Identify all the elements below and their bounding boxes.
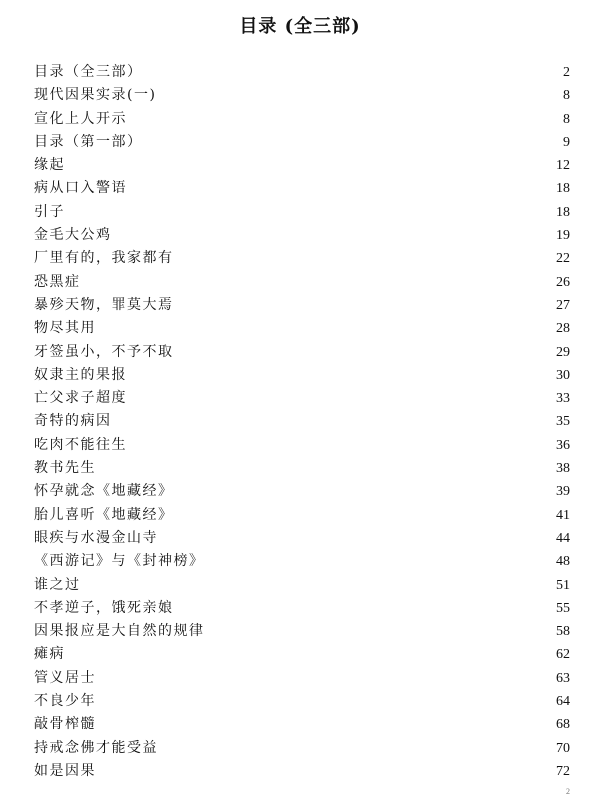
toc-entry-title: 胎儿喜听《地藏经》 [34,506,174,523]
toc-entry-page-number: 51 [556,577,570,593]
toc-entry[interactable] [34,504,570,527]
toc-entry-page-number: 48 [556,554,570,570]
toc-entry-title: 物尽其用 [34,320,96,337]
toc-entry[interactable] [34,457,570,480]
toc-entry-title: 怀孕就念《地藏经》 [34,483,174,500]
toc-entry-title: 因果报应是大自然的规律 [34,623,205,640]
toc-entry[interactable] [34,760,570,783]
toc-entry-title: 宣化上人开示 [34,110,127,127]
toc-entry[interactable] [34,131,570,154]
toc-entry-title: 目录（第一部） [34,133,143,150]
toc-entry[interactable] [34,527,570,550]
toc-entry[interactable] [34,364,570,387]
toc-entry[interactable] [34,667,570,690]
toc-entry-page-number: 63 [556,670,570,686]
toc-entry[interactable] [34,271,570,294]
toc-entry-page-number: 30 [556,367,570,383]
toc-entry-page-number: 38 [556,461,570,477]
toc-entry[interactable] [34,108,570,131]
toc-entry-page-number: 58 [556,624,570,640]
toc-entry-title: 牙签虽小，不予不取 [34,343,174,360]
toc-entry-page-number: 8 [563,111,570,127]
toc-entry[interactable] [34,643,570,666]
toc-entry-title: 不孝逆子，饿死亲娘 [34,599,174,616]
toc-entry-page-number: 68 [556,717,570,733]
toc-entry-page-number: 36 [556,437,570,453]
footer-page-number: 2 [566,787,570,796]
toc-entry-title: 吃肉不能往生 [34,436,127,453]
toc-entry[interactable] [34,410,570,433]
toc-entry-page-number: 70 [556,740,570,756]
toc-entry[interactable] [34,201,570,224]
toc-entry-page-number: 18 [556,181,570,197]
toc-entry-page-number: 28 [556,321,570,337]
toc-entry[interactable] [34,247,570,270]
toc-entry-page-number: 35 [556,414,570,430]
toc-entry-title: 谁之过 [34,576,81,593]
toc-entry-title: 如是因果 [34,762,96,779]
toc-entry-page-number: 72 [556,763,570,779]
toc-entry-page-number: 44 [556,530,570,546]
toc-entry[interactable] [34,387,570,410]
toc-entry[interactable] [34,620,570,643]
toc-entry-page-number: 41 [556,507,570,523]
toc-entry[interactable] [34,480,570,503]
toc-entry-title: 缘起 [34,157,65,174]
toc-entry[interactable] [34,317,570,340]
toc-entry[interactable] [34,154,570,177]
toc-entry-title: 厂里有的，我家都有 [34,250,174,267]
toc-entry[interactable] [34,574,570,597]
toc-entry-title: 眼疾与水漫金山寺 [34,529,158,546]
toc-entry-page-number: 2 [563,65,570,80]
toc-entry-title: 管义居士 [34,669,96,686]
toc-entry-page-number: 18 [556,204,570,220]
toc-entry-page-number: 26 [556,274,570,290]
toc-entry-page-number: 64 [556,694,570,710]
toc-entry-title: 目录（全三部） [34,64,143,80]
toc-entry[interactable] [34,61,570,84]
toc-entry-page-number: 27 [556,297,570,313]
toc-entry[interactable] [34,84,570,107]
toc-entry-title: 病从口入警语 [34,180,127,197]
toc-entry[interactable] [34,713,570,736]
toc-entry-page-number: 9 [563,134,570,150]
toc-entry[interactable] [34,341,570,364]
toc-entry-page-number: 39 [556,484,570,500]
toc-entry-title: 奇特的病因 [34,413,112,430]
toc-entry-title: 恐黑症 [34,273,81,290]
toc-entry[interactable] [34,177,570,200]
toc-entry-page-number: 12 [556,158,570,174]
toc-entry-page-number: 19 [556,228,570,244]
toc-entry-page-number: 29 [556,344,570,360]
toc-entry-title: 金毛大公鸡 [34,227,112,244]
page-title: 目录 (全三部) [239,16,361,37]
toc-entry[interactable] [34,737,570,760]
toc-entry-title: 引子 [34,203,65,220]
toc-entry-page-number: 62 [556,647,570,663]
toc-entry-page-number: 8 [563,88,570,104]
toc-entry-title: 不良少年 [34,693,96,710]
table-of-contents [34,61,570,783]
toc-entry[interactable] [34,597,570,620]
toc-entry-title: 亡父求子超度 [34,390,127,407]
toc-entry-title: 暴殄天物，罪莫大焉 [34,296,174,313]
toc-entry-title: 现代因果实录(一) [34,87,157,104]
toc-entry[interactable] [34,690,570,713]
toc-entry[interactable] [34,224,570,247]
toc-entry[interactable] [34,434,570,457]
toc-entry[interactable] [34,550,570,573]
toc-entry-page-number: 55 [556,600,570,616]
toc-entry-title: 持戒念佛才能受益 [34,739,158,756]
toc-entry-title: 瘫病 [34,646,65,663]
toc-entry-page-number: 22 [556,251,570,267]
toc-entry-title: 敲骨榨髓 [34,716,96,733]
toc-entry-page-number: 33 [556,391,570,407]
toc-entry-title: 奴隶主的果报 [34,366,127,383]
toc-entry-title: 《西游记》与《封神榜》 [34,553,205,570]
toc-entry[interactable] [34,294,570,317]
toc-entry-title: 教书先生 [34,460,96,477]
